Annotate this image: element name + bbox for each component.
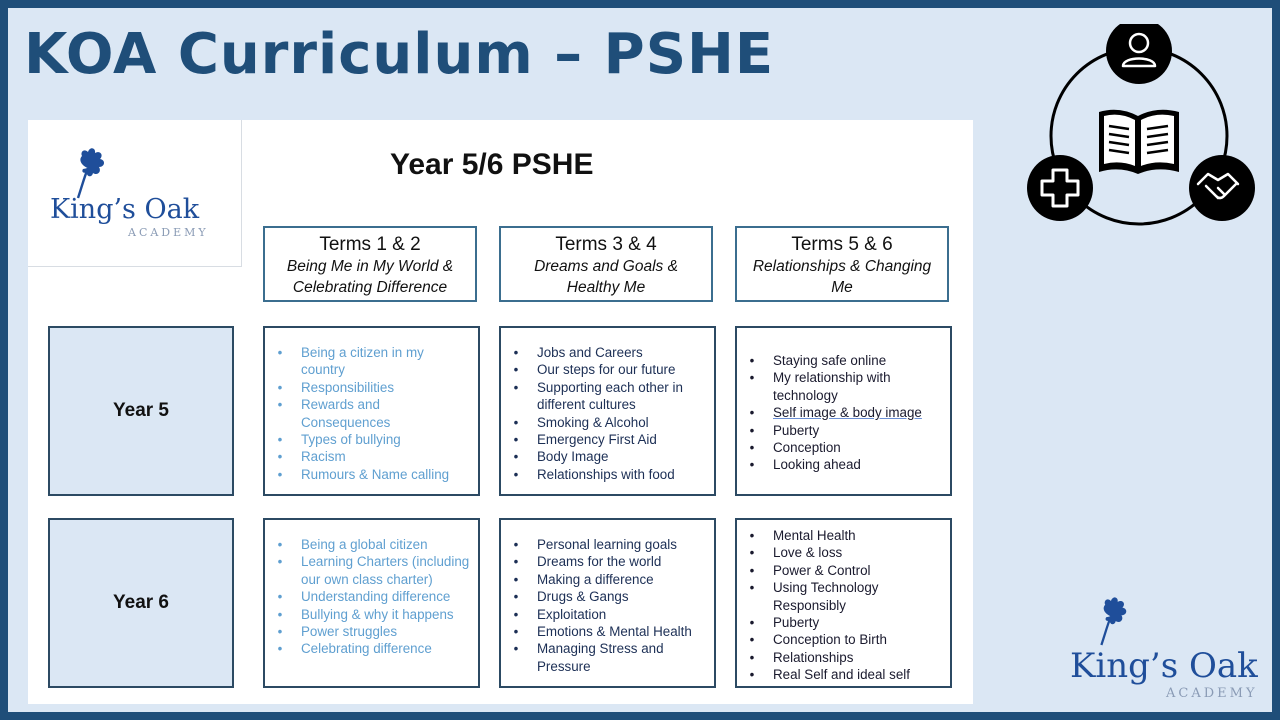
- list-item: • Love & loss: [773, 544, 942, 561]
- pshe-icon-cluster: [1026, 24, 1256, 244]
- logo-sub: ACADEMY: [128, 226, 209, 239]
- health-cross-icon: [1027, 155, 1093, 221]
- list-item: • Celebrating difference: [301, 640, 470, 657]
- list-item: • Mental Health: [773, 527, 942, 544]
- list-item: • Body Image: [537, 448, 706, 465]
- year-6-terms-1-2: [263, 518, 480, 688]
- list-item: • Puberty: [773, 614, 942, 631]
- slide-title: KOA Curriculum – PSHE: [24, 22, 775, 87]
- list-item: • Conception: [773, 439, 942, 456]
- list-item: • Drugs & Gangs: [537, 588, 706, 605]
- list-item: • Our steps for our future: [537, 361, 706, 378]
- list-item: • Power struggles: [301, 623, 470, 640]
- term-header-1-2: Terms 1 & 2 Being Me in My World & Celebrating Difference: [263, 226, 477, 302]
- list-item: • Learning Charters (including our own class charter): [301, 553, 470, 588]
- list-item: • Self image & body image: [773, 404, 942, 421]
- school-logo: [28, 120, 242, 267]
- year-5-terms-1-2: [263, 326, 480, 496]
- list-item: • Smoking & Alcohol: [537, 414, 706, 431]
- list-item: • Relationships with food: [537, 466, 706, 483]
- list-item: • Racism: [301, 448, 470, 465]
- term-header-5-6: Terms 5 & 6 Relationships & Changing Me: [735, 226, 949, 302]
- list-item: • Bullying & why it happens: [301, 606, 470, 623]
- list-item: • Conception to Birth: [773, 631, 942, 648]
- list-item: • Real Self and ideal self: [773, 666, 942, 683]
- handshake-icon: [1189, 155, 1255, 221]
- list-item: • Personal learning goals: [537, 536, 706, 553]
- term-header-3-4: Terms 3 & 4 Dreams and Goals & Healthy Me: [499, 226, 713, 302]
- list-item: • Staying safe online: [773, 352, 942, 369]
- list-item: • Being a global citizen: [301, 536, 470, 553]
- list-item: • Looking ahead: [773, 456, 942, 473]
- list-item: • Puberty: [773, 422, 942, 439]
- year-5-terms-5-6: [735, 326, 952, 496]
- list-item: • Managing Stress and Pressure: [537, 640, 706, 675]
- list-item: • Making a difference: [537, 571, 706, 588]
- list-item: • Rewards and Consequences: [301, 396, 470, 431]
- list-item: • Understanding difference: [301, 588, 470, 605]
- list-item: • Rumours & Name calling: [301, 466, 470, 483]
- slide: [8, 8, 1272, 712]
- year-5-label: Year 5: [48, 326, 234, 496]
- list-item: • Using Technology Responsibly: [773, 579, 942, 614]
- list-item: • My relationship with technology: [773, 369, 942, 404]
- year-6-terms-3-4: [499, 518, 716, 688]
- list-item: • Dreams for the world: [537, 553, 706, 570]
- list-item: • Being a citizen in my country: [301, 344, 470, 379]
- corner-logo-name: King’s Oak: [1070, 646, 1258, 686]
- list-item: • Emotions & Mental Health: [537, 623, 706, 640]
- document-title: Year 5/6 PSHE: [390, 148, 594, 181]
- curriculum-document: [28, 120, 973, 704]
- oak-leaf-icon: [1088, 594, 1132, 650]
- corner-logo-sub: ACADEMY: [1166, 686, 1258, 701]
- list-item: • Jobs and Careers: [537, 344, 706, 361]
- year-6-label: Year 6: [48, 518, 234, 688]
- corner-school-logo: [1070, 598, 1266, 708]
- year-6-terms-5-6: [735, 518, 952, 688]
- list-item: • Supporting each other in different cultures: [537, 379, 706, 414]
- year-5-terms-3-4: [499, 326, 716, 496]
- list-item: • Emergency First Aid: [537, 431, 706, 448]
- list-item: • Types of bullying: [301, 431, 470, 448]
- list-item: • Responsibilities: [301, 379, 470, 396]
- list-item: • Relationships: [773, 649, 942, 666]
- list-item: • Exploitation: [537, 606, 706, 623]
- person-icon: [1106, 24, 1172, 84]
- logo-name: King’s Oak: [50, 194, 200, 225]
- list-item: • Power & Control: [773, 562, 942, 579]
- book-icon: [1099, 110, 1179, 174]
